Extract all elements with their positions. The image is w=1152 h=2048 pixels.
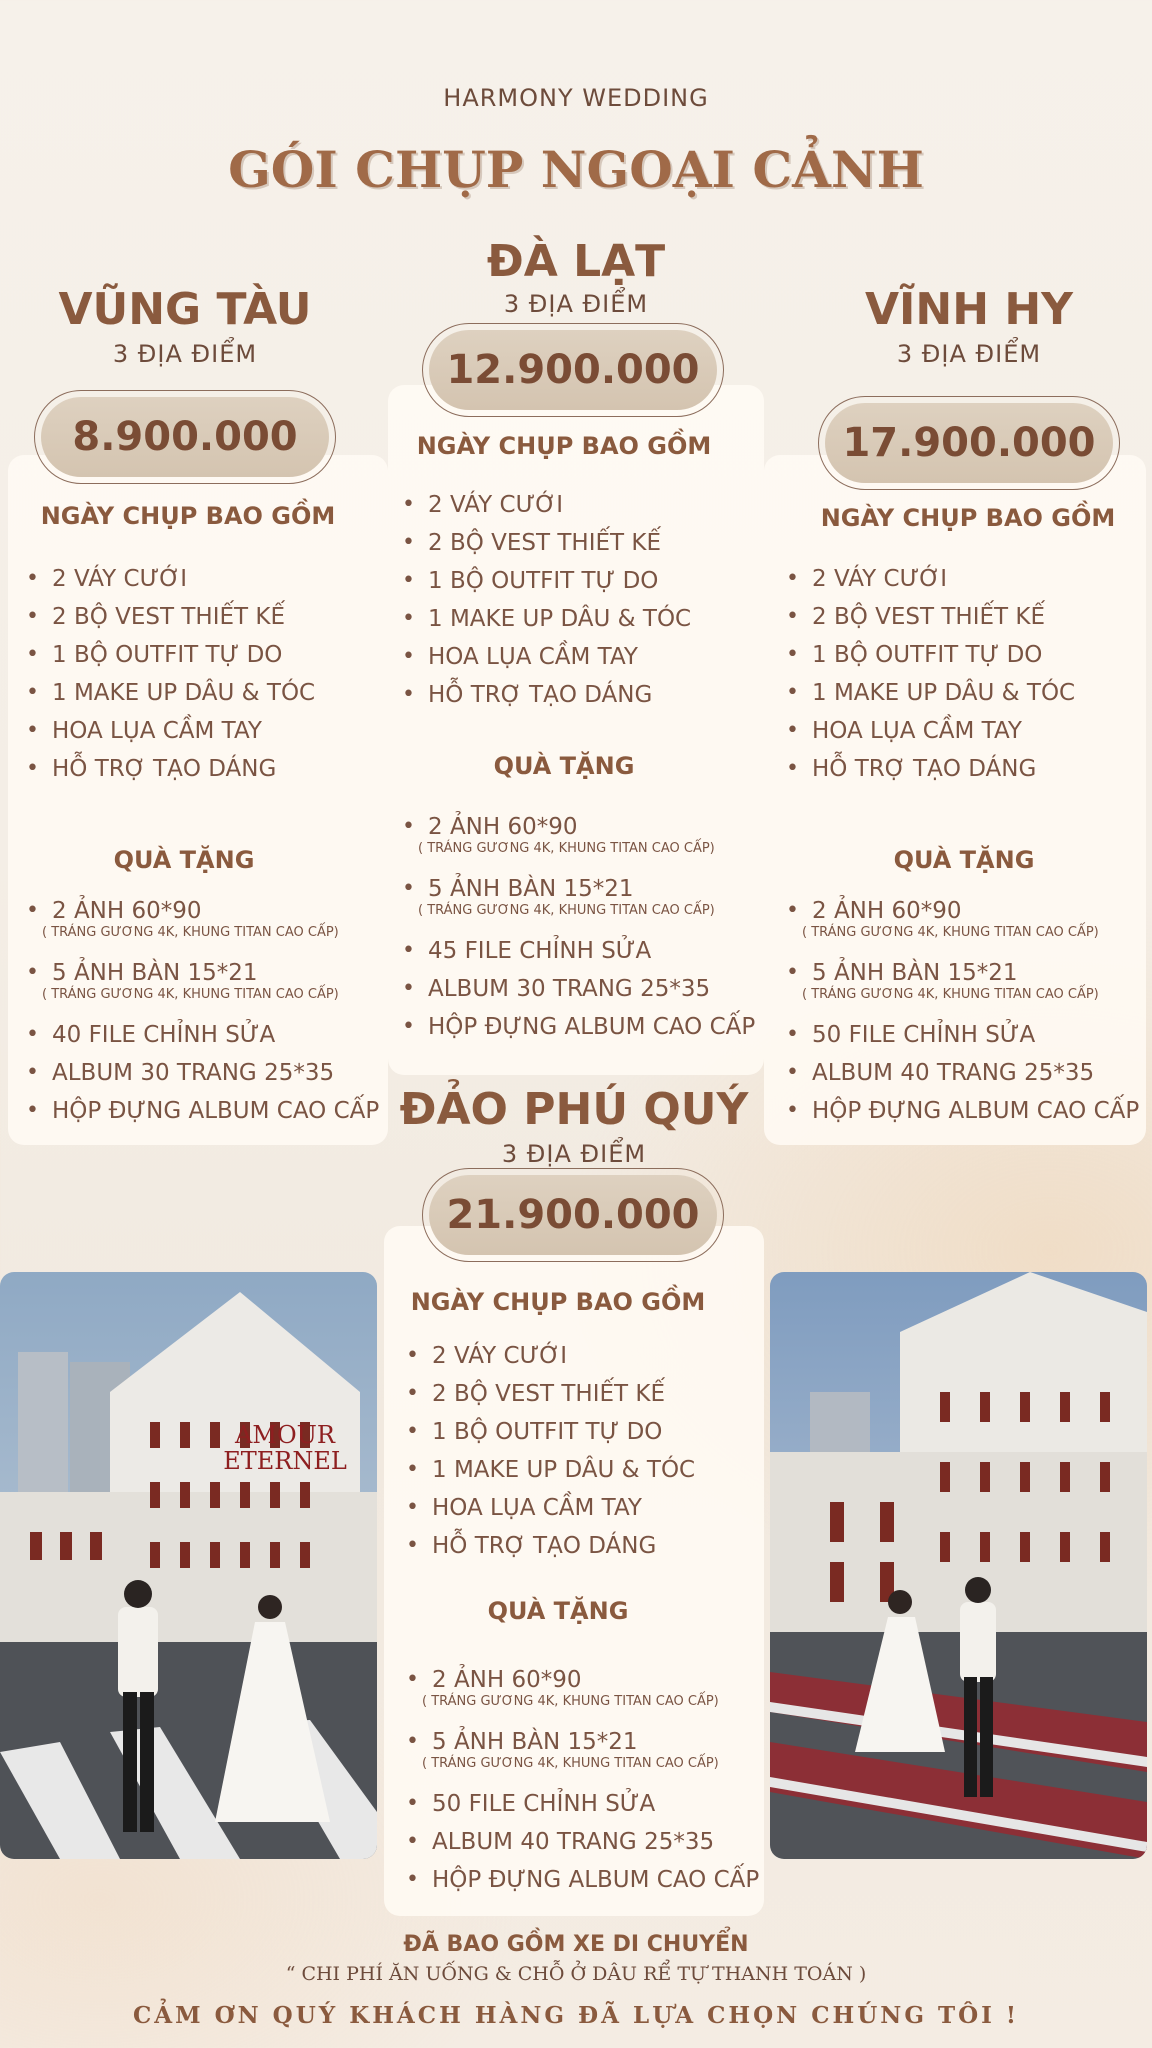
list-item: • 2 ẢNH 60*90 ( TRÁNG GƯƠNG 4K, KHUNG TITAN CAO CẤP) (24, 892, 379, 954)
gifts-heading: QUÀ TẶNG (493, 752, 635, 780)
list-item: • 40 FILE CHỈNH SỬA (24, 1016, 379, 1054)
list-item: • 1 BỘ OUTFIT TỰ DO (404, 1413, 695, 1451)
item-note: ( TRÁNG GƯƠNG 4K, KHUNG TITAN CAO CẤP) (422, 1756, 719, 1771)
gifts-heading: QUÀ TẶNG (113, 846, 255, 874)
list-item: • 2 VÁY CƯỚI (24, 560, 315, 598)
list-item: • 1 MAKE UP DÂU & TÓC (784, 674, 1075, 712)
item-note: ( TRÁNG GƯƠNG 4K, KHUNG TITAN CAO CẤP) (802, 987, 1099, 1002)
list-item: • 2 VÁY CƯỚI (404, 1337, 695, 1375)
includes-list (404, 1337, 695, 1565)
list-item: • 1 BỘ OUTFIT TỰ DO (784, 636, 1075, 674)
list-item: • HỖ TRỢ TẠO DÁNG (400, 676, 691, 714)
list-item: • 5 ẢNH BÀN 15*21 ( TRÁNG GƯƠNG 4K, KHUNG TITAN CAO CẤP) (400, 870, 755, 932)
includes-list (24, 560, 315, 788)
price-badge (34, 390, 336, 484)
includes-heading: NGÀY CHỤP BAO GỒM (820, 504, 1116, 532)
gifts-list (400, 808, 755, 1046)
list-item: • 1 BỘ OUTFIT TỰ DO (24, 636, 315, 674)
list-item: • HỘP ĐỰNG ALBUM CAO CẤP (404, 1861, 759, 1899)
list-item: • 2 BỘ VEST THIẾT KẾ (404, 1375, 695, 1413)
footer-cost-note: “ CHI PHÍ ĂN UỐNG & CHỖ Ở DÂU RỂ TỰ THANH TOÁN ) (285, 1963, 867, 1985)
list-item: • 2 ẢNH 60*90 ( TRÁNG GƯƠNG 4K, KHUNG TITAN CAO CẤP) (404, 1661, 759, 1723)
list-item: • 2 ẢNH 60*90 ( TRÁNG GƯƠNG 4K, KHUNG TITAN CAO CẤP) (400, 808, 755, 870)
includes-heading: NGÀY CHỤP BAO GỒM (410, 1288, 706, 1316)
gifts-heading: QUÀ TẶNG (487, 1597, 629, 1625)
includes-list (400, 486, 691, 714)
price-value: 8.900.000 (41, 397, 329, 477)
list-item: • 5 ẢNH BÀN 15*21 ( TRÁNG GƯƠNG 4K, KHUNG TITAN CAO CẤP) (24, 954, 379, 1016)
page-title: GÓI CHỤP NGOẠI CẢNH (228, 140, 924, 199)
list-item: • 1 MAKE UP DÂU & TÓC (404, 1451, 695, 1489)
list-item: • 1 MAKE UP DÂU & TÓC (400, 600, 691, 638)
list-item: • HỖ TRỢ TẠO DÁNG (24, 750, 315, 788)
price-badge (818, 396, 1120, 490)
list-item: • ALBUM 30 TRANG 25*35 (400, 970, 755, 1008)
couple-photo-left (0, 1272, 377, 1859)
destination-name: ĐÀ LẠT (486, 236, 666, 287)
brand-name: HARMONY WEDDING (443, 84, 709, 112)
photo-illustration (770, 1272, 1147, 1859)
list-item: • HOA LỤA CẦM TAY (400, 638, 691, 676)
item-note: ( TRÁNG GƯƠNG 4K, KHUNG TITAN CAO CẤP) (42, 987, 339, 1002)
destination-locations: 3 ĐỊA ĐIỂM (112, 340, 258, 368)
item-note: ( TRÁNG GƯƠNG 4K, KHUNG TITAN CAO CẤP) (802, 925, 1099, 940)
gifts-heading: QUÀ TẶNG (893, 846, 1035, 874)
list-item: • HỘP ĐỰNG ALBUM CAO CẤP (24, 1092, 379, 1130)
footer-thanks: CẢM ƠN QUÝ KHÁCH HÀNG ĐÃ LỰA CHỌN CHÚNG TÔI ! (133, 2002, 1019, 2029)
list-item: • 2 BỘ VEST THIẾT KẾ (400, 524, 691, 562)
price-value: 21.900.000 (429, 1175, 717, 1255)
list-item: • HOA LỤA CẦM TAY (404, 1489, 695, 1527)
item-note: ( TRÁNG GƯƠNG 4K, KHUNG TITAN CAO CẤP) (422, 1694, 719, 1709)
gifts-list (404, 1661, 759, 1899)
includes-list (784, 560, 1075, 788)
list-item: • 5 ẢNH BÀN 15*21 ( TRÁNG GƯƠNG 4K, KHUNG TITAN CAO CẤP) (404, 1723, 759, 1785)
item-note: ( TRÁNG GƯƠNG 4K, KHUNG TITAN CAO CẤP) (42, 925, 339, 940)
list-item: • HỖ TRỢ TẠO DÁNG (784, 750, 1075, 788)
gifts-list (784, 892, 1139, 1130)
price-badge (422, 323, 724, 417)
list-item: • HOA LỤA CẦM TAY (784, 712, 1075, 750)
list-item: • 2 BỘ VEST THIẾT KẾ (784, 598, 1075, 636)
destination-name: ĐẢO PHÚ QUÝ (399, 1084, 749, 1135)
destination-name: VŨNG TÀU (58, 284, 312, 335)
list-item: • 45 FILE CHỈNH SỬA (400, 932, 755, 970)
gifts-list (24, 892, 379, 1130)
list-item: • 50 FILE CHỈNH SỬA (404, 1785, 759, 1823)
list-item: • 2 VÁY CƯỚI (784, 560, 1075, 598)
list-item: • ALBUM 30 TRANG 25*35 (24, 1054, 379, 1092)
destination-locations: 3 ĐỊA ĐIỂM (896, 340, 1042, 368)
list-item: • HOA LỤA CẦM TAY (24, 712, 315, 750)
list-item: • HỘP ĐỰNG ALBUM CAO CẤP (784, 1092, 1139, 1130)
list-item: • HỘP ĐỰNG ALBUM CAO CẤP (400, 1008, 755, 1046)
list-item: • 1 BỘ OUTFIT TỰ DO (400, 562, 691, 600)
item-note: ( TRÁNG GƯƠNG 4K, KHUNG TITAN CAO CẤP) (418, 903, 715, 918)
includes-heading: NGÀY CHỤP BAO GỒM (40, 502, 336, 530)
list-item: • 2 ẢNH 60*90 ( TRÁNG GƯƠNG 4K, KHUNG TITAN CAO CẤP) (784, 892, 1139, 954)
photo-illustration (0, 1272, 377, 1859)
list-item: • 2 BỘ VEST THIẾT KẾ (24, 598, 315, 636)
item-note: ( TRÁNG GƯƠNG 4K, KHUNG TITAN CAO CẤP) (418, 841, 715, 856)
list-item: • ALBUM 40 TRANG 25*35 (404, 1823, 759, 1861)
footer-transport-note: ĐÃ BAO GỒM XE DI CHUYỂN (403, 1932, 749, 1957)
includes-heading: NGÀY CHỤP BAO GỒM (416, 432, 712, 460)
list-item: • HỖ TRỢ TẠO DÁNG (404, 1527, 695, 1565)
list-item: • 1 MAKE UP DÂU & TÓC (24, 674, 315, 712)
destination-name: VĨNH HY (864, 284, 1074, 335)
couple-photo-right (770, 1272, 1147, 1859)
list-item: • 50 FILE CHỈNH SỬA (784, 1016, 1139, 1054)
list-item: • 5 ẢNH BÀN 15*21 ( TRÁNG GƯƠNG 4K, KHUNG TITAN CAO CẤP) (784, 954, 1139, 1016)
price-value: 17.900.000 (825, 403, 1113, 483)
list-item: • 2 VÁY CƯỚI (400, 486, 691, 524)
list-item: • ALBUM 40 TRANG 25*35 (784, 1054, 1139, 1092)
destination-locations: 3 ĐỊA ĐIỂM (503, 290, 649, 318)
photo-watermark: AMOUR ETERNEL (223, 1421, 347, 1475)
price-badge (422, 1168, 724, 1262)
destination-locations: 3 ĐỊA ĐIỂM (501, 1140, 647, 1168)
price-value: 12.900.000 (429, 330, 717, 410)
